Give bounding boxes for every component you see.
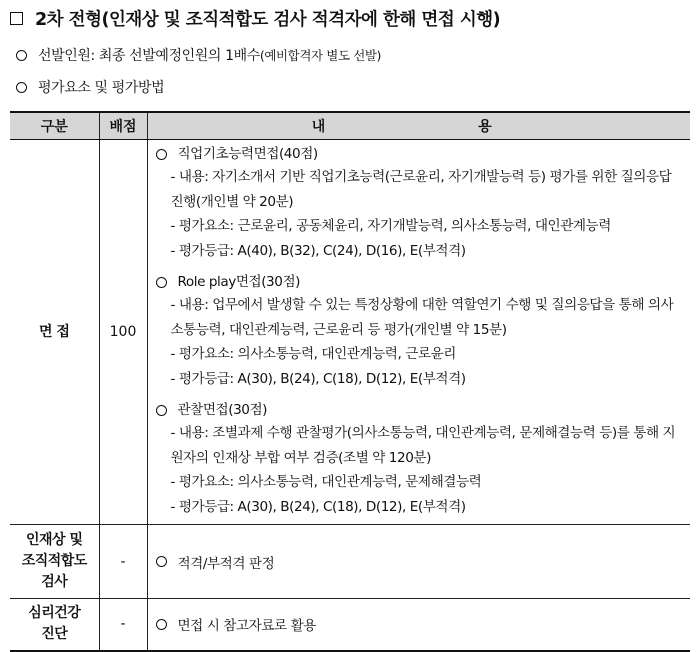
- table-row-aptitude: [10, 525, 690, 599]
- circle-bullet-icon: [156, 405, 167, 416]
- list-item: - 평가등급: A(40), B(32), C(24), D(16), E(부적격): [170, 242, 466, 259]
- aptitude-category: 인재상 및 조직적합도 검사: [10, 525, 99, 599]
- list-item: - 내용: 업무에서 발생할 수 있는 특정상황에 대한 역할연기 수행 및 질의응답을 통해 의사소통능력, 대인관계능력, 근로윤리 등 평가(개인별 약 15분): [170, 297, 674, 338]
- interview-category: 면 접: [10, 140, 99, 525]
- circle-bullet-icon: [156, 556, 167, 567]
- interview-group: [156, 396, 685, 524]
- circle-bullet-icon: [156, 619, 167, 630]
- header-category: 구분: [10, 112, 99, 140]
- group-title: 관찰면접(30점): [156, 399, 685, 421]
- table-row-health: [10, 599, 690, 651]
- interview-group: [156, 268, 685, 396]
- list-item: - 평가요소: 의사소통능력, 대인관계능력, 근로윤리: [170, 346, 456, 362]
- list-item: - 내용: 자기소개서 기반 직업기초능력(근로윤리, 자기개발능력 등) 평가를 위한 질의응답 진행(개인별 약 20분): [170, 169, 672, 210]
- list-item: - 평가요소: 의사소통능력, 대인관계능력, 문제해결능력: [170, 474, 482, 490]
- section-heading: [10, 6, 500, 31]
- group-title: Role play면접(30점): [156, 271, 685, 293]
- health-score: -: [99, 599, 147, 651]
- interview-score: 100: [99, 140, 147, 525]
- header-score: 배점: [99, 112, 147, 140]
- list-item: - 평가요소: 근로윤리, 공동체윤리, 자기개발능력, 의사소통능력, 대인관계능력: [170, 218, 611, 234]
- selection-label: 선발인원: 최종 선발예정인원의 1배수: [38, 48, 260, 64]
- selection-note: (예비합격자 별도 선발): [259, 48, 382, 63]
- aptitude-score: -: [99, 525, 147, 599]
- table-header-row: [10, 112, 690, 140]
- health-content: 면접 시 참고자료로 활용: [147, 599, 690, 651]
- empty-square-icon: [10, 12, 23, 25]
- list-item: - 내용: 조별과제 수행 관찰평가(의사소통능력, 대인관계능력, 문제해결능력 등)를 통해 지원자의 인재상 부합 여부 검증(조별 약 120분): [170, 425, 676, 466]
- interview-group: [156, 140, 685, 268]
- criteria-bullet: [16, 77, 164, 97]
- circle-bullet-icon: [16, 82, 27, 93]
- health-category: 심리건강 진단: [10, 599, 99, 651]
- header-content: 내 용: [147, 112, 690, 140]
- selection-bullet: [16, 45, 381, 65]
- interview-content: [147, 140, 690, 525]
- circle-bullet-icon: [156, 277, 167, 288]
- aptitude-content: 적격/부적격 판정: [147, 525, 690, 599]
- evaluation-table: [10, 111, 690, 652]
- group-title: 직업기초능력면접(40점): [156, 143, 685, 165]
- section-heading-text: 2차 전형(인재상 및 조직적합도 검사 적격자에 한해 면접 시행): [35, 10, 501, 30]
- circle-bullet-icon: [16, 50, 27, 61]
- criteria-title: 평가요소 및 평가방법: [38, 80, 165, 96]
- table-row-interview: [10, 140, 690, 525]
- list-item: - 평가등급: A(30), B(24), C(18), D(12), E(부적격): [170, 498, 466, 515]
- list-item: - 평가등급: A(30), B(24), C(18), D(12), E(부적격): [170, 370, 466, 387]
- circle-bullet-icon: [156, 149, 167, 160]
